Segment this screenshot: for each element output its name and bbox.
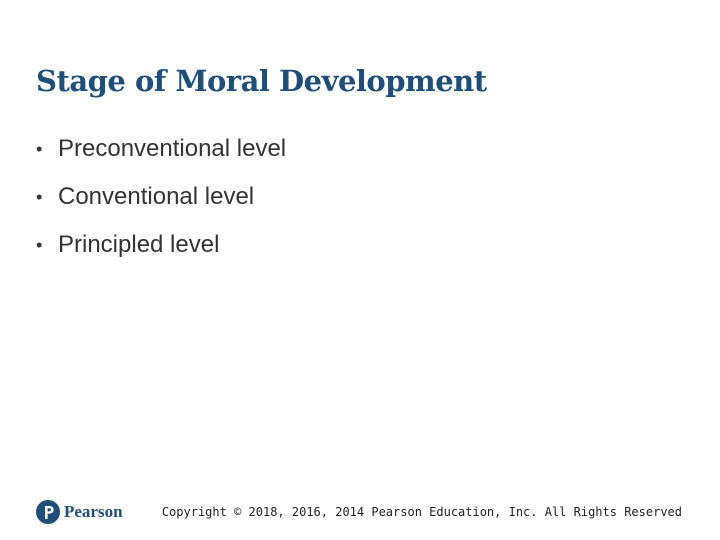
copyright-notice: Copyright © 2018, 2016, 2014 Pearson Education, Inc. All Rights Reserved — [161, 505, 682, 519]
slide-title: Stage of Moral Development — [36, 64, 487, 98]
bullet-item-preconventional — [36, 125, 286, 173]
bullet-icon: • — [36, 186, 43, 207]
bullet-text: Preconventional level — [58, 135, 287, 162]
pearson-logo-text: Pearson — [64, 502, 123, 521]
bullet-icon: • — [36, 138, 43, 159]
bullet-item-conventional — [36, 173, 286, 221]
bullet-item-principled — [36, 221, 286, 269]
bullet-list — [36, 125, 286, 269]
pearson-logo-icon — [36, 500, 60, 524]
pearson-logo — [36, 500, 123, 524]
bullet-text: Principled level — [58, 231, 220, 258]
bullet-icon: • — [36, 234, 43, 255]
bullet-text: Conventional level — [58, 183, 255, 210]
